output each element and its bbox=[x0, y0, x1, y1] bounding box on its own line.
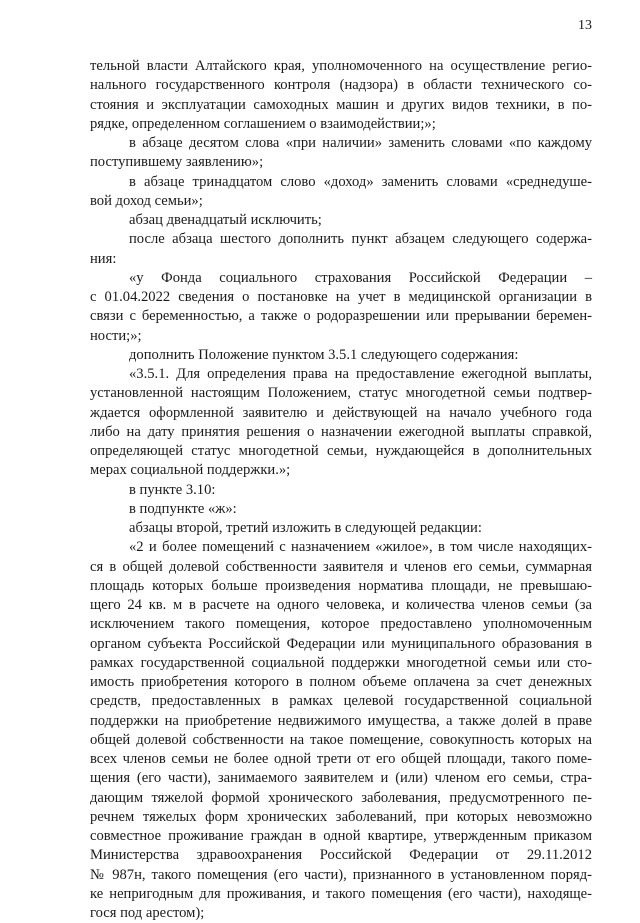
text-line: ся в общей долевой собственности заявителя и членов его семьи, суммарная bbox=[90, 558, 592, 575]
text-line: «у Фонда социального страхования Российской Федерации – bbox=[129, 269, 592, 286]
text-line: ния: bbox=[90, 250, 117, 267]
text-line: с 01.04.2022 сведения о постановке на учет в медицинской организации в bbox=[90, 289, 592, 305]
text-line: щения (его части), занимаемого заявителем и (или) членом его семьи, стра- bbox=[90, 770, 592, 787]
text-line: после абзаца шестого дополнить пункт абзацем следующего содержа- bbox=[129, 231, 592, 248]
text-line: дополнить Положение пунктом 3.5.1 следующего содержания: bbox=[129, 346, 519, 363]
text-line: совместное проживание граждан в одной квартире, утвержденным приказом bbox=[90, 828, 592, 844]
text-line: стояния и эксплуатации самоходных машин и других видов техники, в по- bbox=[90, 96, 592, 113]
text-line: в пункте 3.10: bbox=[129, 481, 216, 498]
text-line: нального государственного контроля (надзора) в области технического со- bbox=[90, 77, 592, 94]
text-line: ке непригодным для проживания, и такого помещения (его части), находяще- bbox=[90, 885, 592, 902]
text-line: ности;»; bbox=[90, 327, 142, 344]
text-line: поддержки на приобретение недвижимого имущества, а также долей в праве bbox=[90, 712, 592, 729]
text-line: ждается оформленной заявителю и действующей на начало учебного года bbox=[90, 404, 592, 421]
text-line: мерах социальной поддержки.»; bbox=[90, 462, 291, 479]
text-line: в абзаце десятом слова «при наличии» заменить словами «по каждому bbox=[129, 135, 592, 151]
text-line: в абзаце тринадцатом слово «доход» заменить словами «среднедуше- bbox=[129, 173, 592, 190]
text-line: № 987н, такого помещения (его части), признанного в установленном поряд- bbox=[90, 866, 592, 883]
text-line: Министерства здравоохранения Российской Федерации от 29.11.2012 bbox=[90, 847, 592, 864]
text-line: гося под арестом); bbox=[90, 905, 205, 921]
text-line: площадь которых больше произведения норматива площади, не превышаю- bbox=[90, 577, 592, 594]
text-line: абзац двенадцатый исключить; bbox=[129, 212, 322, 228]
text-line: установленной настоящим Положением, статус многодетной семьи подтвер- bbox=[90, 385, 592, 402]
text-line: «2 и более помещений с назначением «жилое», в том числе находящих- bbox=[129, 539, 592, 556]
text-line: общей долевой собственности на такое помещение, совокупность которых на bbox=[90, 731, 592, 748]
text-line: определяющей статус многодетной семьи, нуждающейся в дополнительных bbox=[90, 443, 592, 459]
text-line: рядке, определенном соглашением о взаимодействии;»; bbox=[90, 115, 436, 132]
text-line: всех членов семьи не более одной трети от его общей площади, такого поме- bbox=[90, 751, 592, 767]
text-line: рамках государственной социальной поддержки многодетной семьи или сто- bbox=[90, 654, 592, 671]
text-line: вой доход семьи»; bbox=[90, 192, 203, 209]
text-line: средств, предоставленных в рамках целевой государственной социальной bbox=[90, 693, 592, 710]
page-number: 13 bbox=[578, 18, 592, 33]
text-line: тельной власти Алтайского края, уполномоченного на осуществление регио- bbox=[90, 58, 592, 74]
text-line: абзацы второй, третий изложить в следующей редакции: bbox=[129, 520, 482, 536]
document-body bbox=[90, 57, 592, 923]
text-line: щего 24 кв. м в расчете на одного человека, и количества членов семьи (за bbox=[90, 597, 592, 613]
text-line: дающим тяжелой формой хронического заболевания, предусмотренного пе- bbox=[90, 789, 592, 806]
text-line: связи с беременностью, а также о родоразрешении или прерывании беремен- bbox=[90, 308, 592, 325]
text-line: исключением такого помещения, которое предоставлено уполномоченным bbox=[90, 616, 592, 633]
text-line: поступившему заявлению»; bbox=[90, 154, 264, 171]
text-line: речнем тяжелых форм хронических заболеваний, при которых невозможно bbox=[90, 808, 592, 825]
text-line: «3.5.1. Для определения права на предоставление ежегодной выплаты, bbox=[129, 366, 592, 382]
text-line: либо на дату принятия решения о назначении ежегодной выплаты справкой, bbox=[90, 423, 592, 440]
text-line: имость приобретения которого в полном объеме оплачена за счет денежных bbox=[90, 674, 592, 690]
text-line: органом субъекта Российской Федерации или муниципального образования в bbox=[90, 635, 592, 652]
text-line: в подпункте «ж»: bbox=[129, 500, 237, 517]
